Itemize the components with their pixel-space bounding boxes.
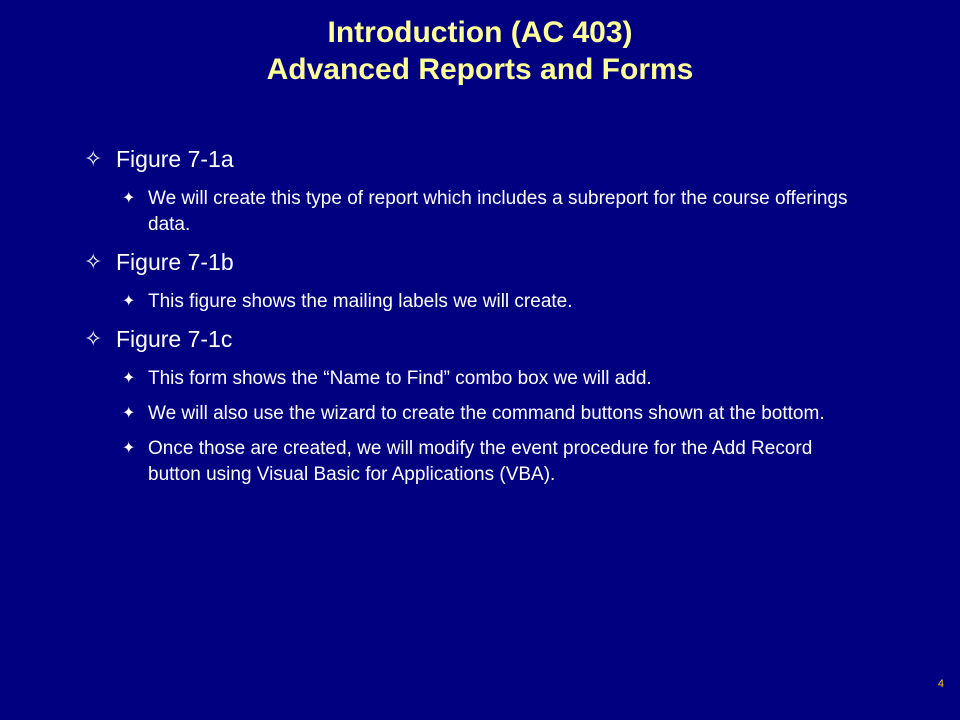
list-item	[84, 324, 924, 488]
solid-star-bullet-icon: ✦	[122, 190, 136, 207]
level1-item-label: Figure 7-1b	[116, 249, 234, 275]
level1-item-label: Figure 7-1a	[116, 146, 234, 172]
level1-item	[84, 324, 924, 354]
level2-item-text: We will create this type of report which includes a subreport for the course offerings data.	[148, 188, 848, 235]
solid-star-bullet-icon: ✦	[122, 293, 136, 310]
level2-item	[114, 366, 848, 392]
solid-star-bullet-icon: ✦	[122, 440, 136, 457]
level2-item	[114, 436, 848, 488]
level2-item	[114, 289, 848, 315]
sub-list	[114, 289, 924, 315]
title-line-2: Advanced Reports and Forms	[266, 53, 694, 86]
bullet-list	[84, 144, 924, 497]
hollow-star-bullet-icon: ✧	[84, 146, 103, 171]
page-number: 4	[937, 678, 944, 690]
sub-list	[114, 186, 924, 238]
list-item	[84, 144, 924, 238]
level1-item	[84, 144, 924, 174]
level2-item-text: We will also use the wizard to create the command buttons shown at the bottom.	[148, 403, 825, 424]
list-item	[84, 247, 924, 315]
level2-item	[114, 186, 848, 238]
level2-item-text: This figure shows the mailing labels we will create.	[148, 291, 573, 312]
title-line-1: Introduction (AC 403)	[327, 16, 633, 49]
slide-title	[0, 14, 960, 88]
hollow-star-bullet-icon: ✧	[84, 249, 103, 274]
sub-list	[114, 366, 924, 488]
level1-item-label: Figure 7-1c	[116, 326, 233, 352]
level1-item	[84, 247, 924, 277]
solid-star-bullet-icon: ✦	[122, 370, 136, 387]
solid-star-bullet-icon: ✦	[122, 405, 136, 422]
level2-item	[114, 401, 848, 427]
level2-item-text: This form shows the “Name to Find” combo box we will add.	[148, 368, 652, 389]
level2-item-text: Once those are created, we will modify the event procedure for the Add Record button using Visual Basic for Applications (VBA).	[148, 438, 813, 485]
hollow-star-bullet-icon: ✧	[84, 326, 103, 351]
